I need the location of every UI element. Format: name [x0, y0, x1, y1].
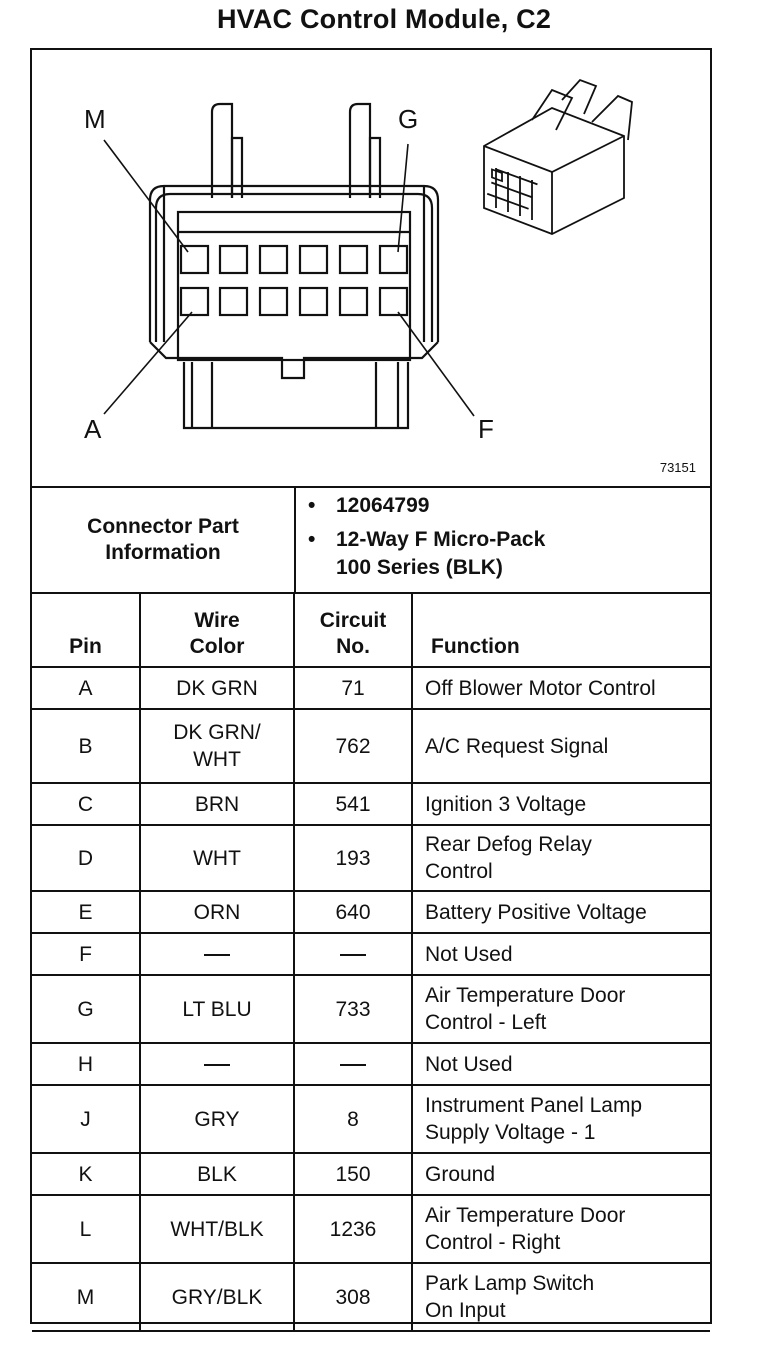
table-row — [32, 825, 710, 891]
header-function: Function — [412, 592, 710, 667]
cell-pin: E — [32, 891, 140, 933]
cell-circuit-no: 71 — [294, 667, 412, 709]
callout-f: F — [478, 414, 494, 444]
cell-pin: M — [32, 1263, 140, 1331]
cell-function: Battery Positive Voltage — [412, 891, 710, 933]
cell-circuit-no: 640 — [294, 891, 412, 933]
info-label-line2: Information — [105, 541, 221, 564]
cell-function: Ground — [412, 1153, 710, 1195]
cell-function: Air Temperature Door Control - Left — [412, 975, 710, 1043]
bullet-icon: • — [308, 528, 316, 551]
cell-wire-color: DK GRN/ WHT — [140, 709, 294, 783]
header-wire-color: Wire Color — [140, 592, 294, 667]
cell-function: A/C Request Signal — [412, 709, 710, 783]
cell-wire-color: GRY — [140, 1085, 294, 1153]
cell-circuit-no: 308 — [294, 1263, 412, 1331]
header-circuit-no: Circuit No. — [294, 592, 412, 667]
cell-wire-color — [140, 933, 294, 975]
connector-part-info — [32, 488, 710, 594]
connector-isometric-icon — [484, 80, 632, 234]
table-row — [32, 891, 710, 933]
connector-face-drawing — [32, 50, 710, 486]
table-row — [32, 667, 710, 709]
table-row — [32, 1195, 710, 1263]
cell-function: Air Temperature Door Control - Right — [412, 1195, 710, 1263]
cell-wire-color: GRY/BLK — [140, 1263, 294, 1331]
cell-circuit-no: 1236 — [294, 1195, 412, 1263]
cell-circuit-no: 762 — [294, 709, 412, 783]
connector-info-label — [32, 488, 296, 592]
cell-pin: B — [32, 709, 140, 783]
table-row — [32, 1085, 710, 1153]
cell-pin: C — [32, 783, 140, 825]
cell-wire-color: BLK — [140, 1153, 294, 1195]
dash-mark — [204, 1064, 230, 1066]
cell-pin: J — [32, 1085, 140, 1153]
table-row — [32, 975, 710, 1043]
page-title: HVAC Control Module, C2 — [216, 4, 552, 34]
header-pin: Pin — [32, 592, 140, 667]
cell-wire-color — [140, 1043, 294, 1085]
info-label-line1: Connector Part — [87, 515, 239, 538]
callout-g: G — [398, 104, 419, 134]
cell-pin: F — [32, 933, 140, 975]
cell-pin: K — [32, 1153, 140, 1195]
cell-circuit-no: 193 — [294, 825, 412, 891]
cell-circuit-no: 541 — [294, 783, 412, 825]
cell-function: Instrument Panel Lamp Supply Voltage - 1 — [412, 1085, 710, 1153]
cell-circuit-no — [294, 933, 412, 975]
cell-wire-color: WHT — [140, 825, 294, 891]
cell-circuit-no: 733 — [294, 975, 412, 1043]
callout-m: M — [84, 104, 106, 134]
cell-function: Park Lamp Switch On Input — [412, 1263, 710, 1331]
cell-wire-color: WHT/BLK — [140, 1195, 294, 1263]
cell-wire-color: DK GRN — [140, 667, 294, 709]
cell-function: Rear Defog Relay Control — [412, 825, 710, 891]
table-row — [32, 1263, 710, 1331]
table-row — [32, 709, 710, 783]
cell-pin: H — [32, 1043, 140, 1085]
bullet-icon: • — [308, 494, 316, 517]
cell-pin: G — [32, 975, 140, 1043]
cell-wire-color: ORN — [140, 891, 294, 933]
cell-wire-color: LT BLU — [140, 975, 294, 1043]
connector-description: • 12-Way F Micro-Pack — [308, 528, 546, 551]
cell-pin: A — [32, 667, 140, 709]
table-row — [32, 1153, 710, 1195]
figure-number: 73151 — [659, 460, 696, 475]
connector-description-line2: 100 Series (BLK) — [336, 556, 503, 579]
cell-circuit-no: 8 — [294, 1085, 412, 1153]
dash-mark — [340, 954, 366, 956]
connector-info-values — [296, 488, 710, 592]
cell-pin: L — [32, 1195, 140, 1263]
cell-wire-color: BRN — [140, 783, 294, 825]
table-row — [32, 1043, 710, 1085]
cell-function: Not Used — [412, 933, 710, 975]
cell-function: Off Blower Motor Control — [412, 667, 710, 709]
cell-function: Ignition 3 Voltage — [412, 783, 710, 825]
table-row — [32, 933, 710, 975]
connector-diagram — [32, 50, 710, 488]
pinout-table — [32, 592, 710, 1332]
table-header-row — [32, 592, 710, 667]
connector-sheet — [30, 48, 712, 1324]
callout-a: A — [84, 414, 102, 444]
cell-circuit-no — [294, 1043, 412, 1085]
cell-pin: D — [32, 825, 140, 891]
cell-function: Not Used — [412, 1043, 710, 1085]
table-row — [32, 783, 710, 825]
dash-mark — [340, 1064, 366, 1066]
pinout-table-body — [32, 667, 710, 1331]
part-number: • 12064799 — [308, 494, 430, 517]
cell-circuit-no: 150 — [294, 1153, 412, 1195]
dash-mark — [204, 954, 230, 956]
